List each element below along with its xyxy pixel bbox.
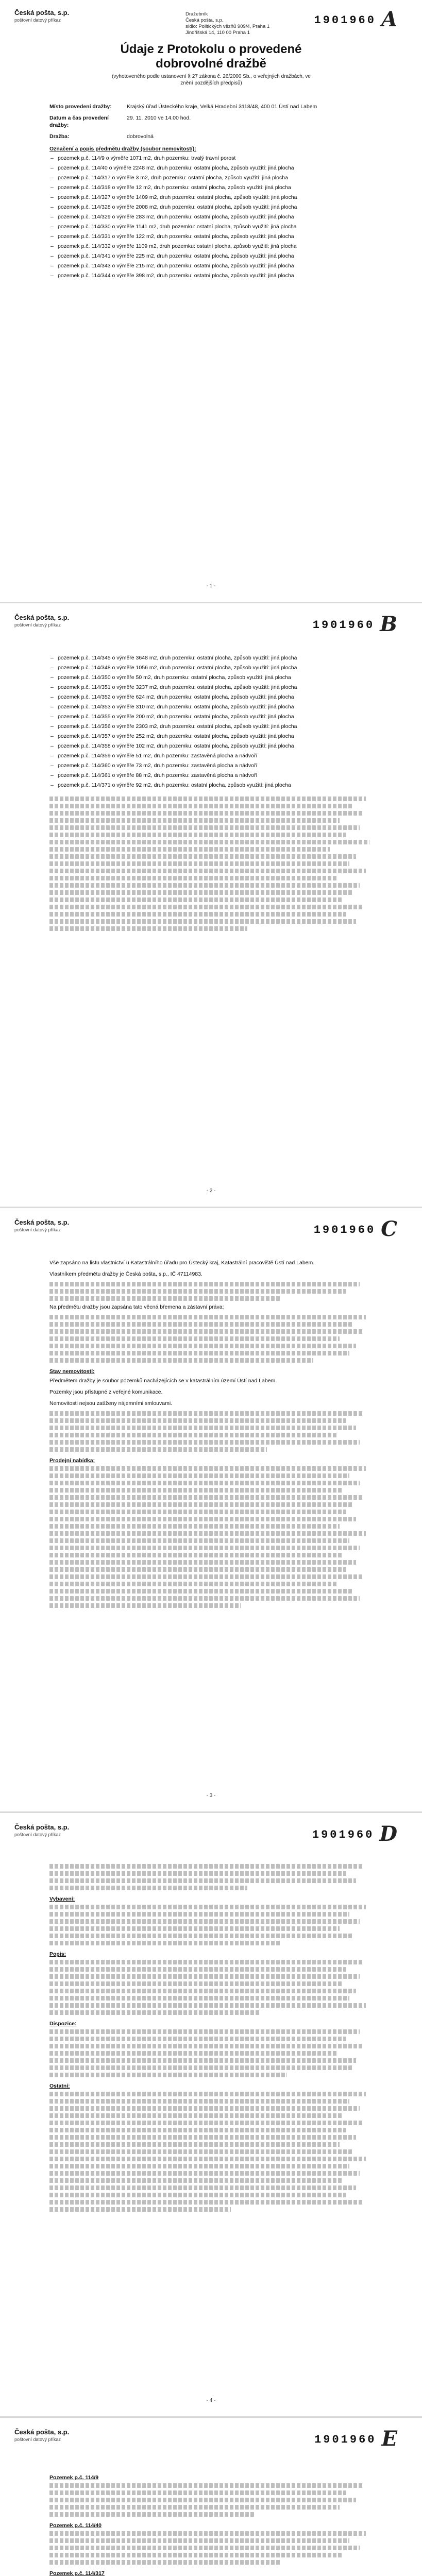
list-item: – pozemek p.č. 114/40 o výměře 2248 m2, druh pozemku: ostatní plocha, způsob využití: jiná plocha: [49, 164, 379, 172]
text-line: [49, 2044, 363, 2048]
text-line: [49, 840, 369, 844]
text-line: [49, 2142, 340, 2147]
text-line: [49, 1886, 247, 1890]
text-line: [49, 1538, 349, 1543]
page-3: [0, 1210, 422, 1807]
text-line: [49, 1603, 241, 1608]
text-line: [49, 2099, 349, 2104]
text-line: [49, 1582, 336, 1586]
text-line: [49, 1510, 346, 1514]
text-line: [49, 854, 356, 859]
text-line: [49, 2505, 340, 2510]
text-line: [49, 1481, 360, 1485]
document-number: 1901960 A: [314, 7, 399, 31]
text-line: [49, 1596, 360, 1601]
page-5-body: [49, 2469, 379, 2576]
text-line: [49, 897, 343, 902]
text-line: [49, 926, 247, 931]
text-line: [49, 2207, 231, 2212]
text-line: [49, 2010, 261, 2015]
list-item: – pozemek p.č. 114/360 o výměře 73 m2, druh pozemku: zastavěná plocha a nádvoří: [49, 762, 379, 769]
list-item: – pozemek p.č. 114/317 o výměře 3 m2, druh pozemku: ostatní plocha, způsob využití: jiná plocha: [49, 174, 379, 181]
list-item: – pozemek p.č. 114/329 o výměře 283 m2, druh pozemku: ostatní plocha, způsob využití: jiná plocha: [49, 213, 379, 221]
text-line: [49, 796, 366, 801]
list-item: – pozemek p.č. 114/351 o výměře 3237 m2, druh pozemku: ostatní plocha, způsob využití: jiná plocha: [49, 684, 379, 691]
field-row: Dražba: dobrovolná: [49, 133, 154, 140]
text-line: [49, 1912, 349, 1917]
page-divider: [0, 1811, 422, 1813]
text-line: [49, 2121, 363, 2125]
list-item: – pozemek p.č. 114/318 o výměře 12 m2, druh pozemku: ostatní plocha, způsob využití: jiná plocha: [49, 184, 379, 191]
text-line: [49, 2512, 254, 2517]
page-4: [0, 1815, 422, 2412]
document-number: 1901960 D: [312, 1822, 399, 1846]
text-line: [49, 1322, 353, 1327]
text-line: [49, 1531, 366, 1536]
page-2-body: [49, 654, 379, 934]
list-item: – pozemek p.č. 114/356 o výměře 2303 m2, druh pozemku: ostatní plocha, způsob využití: jiná plocha: [49, 723, 379, 730]
text-line: [49, 1996, 349, 2001]
text-line: [49, 1919, 360, 1924]
text-line: [49, 1502, 353, 1507]
text-line: [49, 2546, 360, 2550]
text-line: [49, 1411, 363, 1416]
section-heading: Pozemek p.č. 114/317: [49, 2570, 105, 2576]
paragraph: Předmětem dražby je soubor pozemků nacházejících se v katastrálním území Ústí nad Labem.: [49, 1378, 277, 1384]
document-number: 1901960 B: [312, 612, 399, 636]
text-line: [49, 1447, 267, 1452]
text-line: [49, 861, 349, 866]
document-number: 1901960 C: [313, 1217, 399, 1241]
list-item: – pozemek p.č. 114/355 o výměře 200 m2, druh pozemku: ostatní plocha, způsob využití: jiná plocha: [49, 713, 379, 720]
text-line: [49, 2498, 356, 2502]
text-line: [49, 2483, 363, 2488]
page-divider: [0, 2416, 422, 2418]
text-line: [49, 876, 336, 880]
section-heading: Ostatní:: [49, 2083, 70, 2089]
page-divider: [0, 1207, 422, 1208]
list-item: – pozemek p.č. 114/359 o výměře 51 m2, druh pozemku: zastavěná plocha a nádvoří: [49, 752, 379, 759]
page-number: - 1 -: [206, 583, 216, 589]
list-item: – pozemek p.č. 114/353 o výměře 310 m2, druh pozemku: ostatní plocha, způsob využití: jiná plocha: [49, 703, 379, 710]
text-line: [49, 1344, 356, 1348]
page-mark: C: [381, 1217, 399, 1241]
list-item: – pozemek p.č. 114/344 o výměře 398 m2, druh pozemku: ostatní plocha, způsob využití: jiná plocha: [49, 272, 379, 279]
address-block: Dražebník Česká pošta, s.p. sídlo: Politických vězňů 909/4, Praha 1 Jindřišská 14, 110 00 Praha 1: [185, 11, 270, 36]
text-line: [49, 2029, 360, 2034]
text-line: [49, 1289, 346, 1294]
text-line: [49, 1440, 360, 1445]
text-line: [49, 2073, 287, 2077]
page-mark: D: [379, 1822, 399, 1846]
text-line: [49, 1358, 313, 1363]
page-2: [0, 605, 422, 1202]
text-line: [49, 1433, 336, 1437]
paragraph: Vlastníkem předmětu dražby je Česká pošta, s.p., IČ 47114983.: [49, 1271, 202, 1277]
company-logo: Česká pošta, s.p. poštovní datový příkaz: [14, 1218, 70, 1232]
text-line: [49, 1871, 346, 1876]
section-heading: Dispozice:: [49, 2021, 77, 2027]
page-number: - 2 -: [206, 1188, 216, 1194]
text-line: [49, 2200, 363, 2205]
list-item: – pozemek p.č. 114/352 o výměře 624 m2, druh pozemku: ostatní plocha, způsob využití: jiná plocha: [49, 693, 379, 701]
text-line: [49, 1418, 346, 1423]
list-item: – pozemek p.č. 114/345 o výměře 3648 m2, druh pozemku: ostatní plocha, způsob využití: jiná plocha: [49, 654, 379, 662]
section-heading: Pozemek p.č. 114/40: [49, 2522, 102, 2529]
text-line: [49, 2003, 366, 2008]
text-line: [49, 2193, 346, 2197]
section-heading: Stav nemovitostí:: [49, 1368, 95, 1375]
text-line: [49, 2092, 366, 2096]
field-row: Datum a čas provedení dražby: 29. 11. 2010 ve 14.00 hod.: [49, 115, 191, 128]
text-line: [49, 2128, 346, 2132]
document-number: 1901960 E: [314, 2427, 399, 2451]
text-line: [49, 847, 330, 852]
company-logo: Česká pošta, s.p. poštovní datový příkaz: [14, 614, 70, 628]
text-line: [49, 1517, 356, 1521]
page-5: [0, 2419, 422, 2576]
text-line: [49, 2490, 346, 2495]
page-1: [0, 0, 422, 598]
list-item: – pozemek p.č. 114/9 o výměře 1071 m2, druh pozemku: trvalý travní porost: [49, 155, 379, 162]
text-line: [49, 833, 346, 837]
text-line: [49, 883, 360, 888]
section-heading: Vybavení:: [49, 1896, 75, 1902]
list-item: – pozemek p.č. 114/343 o výměře 215 m2, druh pozemku: ostatní plocha, způsob využití: jiná plocha: [49, 262, 379, 269]
list-item: – pozemek p.č. 114/327 o výměře 1409 m2, druh pozemku: ostatní plocha, způsob využití: jiná plocha: [49, 194, 379, 201]
list-item: – pozemek p.č. 114/348 o výměře 1056 m2, druh pozemku: ostatní plocha, způsob využití: jiná plocha: [49, 664, 379, 671]
text-line: [49, 2113, 343, 2118]
text-line: [49, 1315, 366, 1319]
list-item: – pozemek p.č. 114/358 o výměře 102 m2, druh pozemku: ostatní plocha, způsob využití: jiná plocha: [49, 742, 379, 750]
text-line: [49, 1974, 360, 1979]
list-item: – pozemek p.č. 114/332 o výměře 1109 m2, druh pozemku: ostatní plocha, způsob využití: jiná plocha: [49, 243, 379, 250]
text-line: [49, 2058, 356, 2063]
text-line: [49, 1336, 340, 1341]
text-line: [49, 1466, 366, 1471]
text-line: [49, 2560, 280, 2565]
text-line: [49, 1553, 343, 1557]
section-heading: Popis:: [49, 1951, 66, 1957]
page-3-body: [49, 1259, 379, 1611]
text-line: [49, 2051, 336, 2056]
text-line: [49, 1560, 356, 1565]
text-line: [49, 905, 363, 909]
page-4-body: [49, 1864, 379, 2214]
page-number: - 3 -: [206, 1793, 216, 1799]
paragraph: Vše zapsáno na listu vlastnictví u Katastrálního úřadu pro Ústecký kraj, Katastrální pracoviště Ústí nad Labem.: [49, 1260, 315, 1266]
paragraph: Pozemky jsou přístupné z veřejné komunikace.: [49, 1389, 163, 1395]
section-heading: Pozemek p.č. 114/9: [49, 2475, 99, 2481]
text-line: [49, 2171, 360, 2176]
list-item: – pozemek p.č. 114/341 o výměře 225 m2, druh pozemku: ostatní plocha, způsob využití: jiná plocha: [49, 252, 379, 260]
text-line: [49, 1864, 363, 1869]
page-1-body: [49, 103, 379, 282]
text-line: [49, 912, 346, 917]
text-line: [49, 1967, 346, 1972]
text-line: [49, 1329, 363, 1334]
text-line: [49, 869, 366, 873]
field-row: Místo provedení dražby: Krajský úřad Ústeckého kraje, Velká Hradební 3118/48, 400 01 Ústí nad Labem: [49, 104, 317, 110]
text-line: [49, 1589, 353, 1594]
text-line: [49, 2106, 360, 2111]
text-line: [49, 919, 356, 924]
section-heading: Označení a popis předmětu dražby (soubor nemovitostí):: [49, 146, 196, 152]
text-line: [49, 1981, 343, 1986]
page-number: - 4 -: [206, 2398, 216, 2403]
list-item: – pozemek p.č. 114/371 o výměře 92 m2, druh pozemku: ostatní plocha, způsob využití: jiná plocha: [49, 782, 379, 789]
list-item: – pozemek p.č. 114/328 o výměře 2008 m2, druh pozemku: ostatní plocha, způsob využití: jiná plocha: [49, 204, 379, 211]
text-line: [49, 1473, 349, 1478]
text-line: [49, 1905, 366, 1909]
company-logo: Česká pošta, s.p. poštovní datový příkaz: [14, 2428, 70, 2442]
text-line: [49, 1567, 346, 1572]
company-logo: Česká pošta, s.p. poštovní datový příkaz: [14, 9, 70, 23]
list-item: – pozemek p.č. 114/331 o výměře 122 m2, druh pozemku: ostatní plocha, způsob využití: jiná plocha: [49, 233, 379, 240]
text-line: [49, 825, 360, 830]
section-heading: Prodejní nabídka:: [49, 1458, 95, 1464]
text-line: [49, 2538, 349, 2543]
document-subtitle: (vyhotoveného podle ustanovení § 27 zákona č. 26/2000 Sb., o veřejných dražbách, ve znění pozdějších předpisů): [112, 74, 311, 86]
text-line: [49, 2553, 343, 2557]
paragraph: Nemovitosti nejsou zatíženy nájemními smlouvami.: [49, 1400, 173, 1406]
text-line: [49, 1934, 353, 1938]
text-line: [49, 2135, 356, 2140]
text-line: [49, 1426, 356, 1430]
list-item: – pozemek p.č. 114/350 o výměře 50 m2, druh pozemku: ostatní plocha, způsob využití: jiná plocha: [49, 674, 379, 681]
text-line: [49, 1524, 340, 1529]
paragraph: Na předmětu dražby jsou zapsána tato věcná břemena a zástavní práva:: [49, 1304, 224, 1310]
text-line: [49, 2178, 343, 2183]
list-item: – pozemek p.č. 114/357 o výměře 252 m2, druh pozemku: ostatní plocha, způsob využití: jiná plocha: [49, 733, 379, 740]
page-mark: B: [380, 612, 399, 636]
page-mark: A: [381, 7, 399, 31]
document-title: Údaje z Protokolu o provedené dobrovolné dražbě: [120, 42, 302, 71]
text-line: [49, 1941, 280, 1945]
text-line: [49, 2037, 346, 2041]
text-line: [49, 811, 363, 816]
text-line: [49, 2185, 356, 2190]
text-line: [49, 1960, 363, 1964]
list-item: – pozemek p.č. 114/361 o výměře 88 m2, druh pozemku: zastavěná plocha a nádvoří: [49, 772, 379, 779]
text-line: [49, 2164, 349, 2168]
text-line: [49, 1878, 356, 1883]
text-line: [49, 2065, 353, 2070]
text-line: [49, 1546, 360, 1550]
text-line: [49, 1574, 363, 1579]
text-line: [49, 2531, 366, 2536]
text-line: [49, 1488, 343, 1493]
page-divider: [0, 602, 422, 603]
list-item: – pozemek p.č. 114/330 o výměře 1141 m2, druh pozemku: ostatní plocha, způsob využití: jiná plocha: [49, 223, 379, 230]
text-line: [49, 1495, 363, 1500]
company-logo: Česká pošta, s.p. poštovní datový příkaz: [14, 1823, 70, 1837]
text-line: [49, 1351, 349, 1355]
page-mark: E: [381, 2427, 399, 2451]
text-line: [49, 2149, 353, 2154]
text-line: [49, 818, 340, 823]
text-line: [49, 1989, 356, 1993]
text-line: [49, 1926, 340, 1931]
text-line: [49, 1282, 360, 1286]
text-line: [49, 804, 353, 808]
text-line: [49, 2157, 366, 2161]
text-line: [49, 890, 353, 895]
text-line: [49, 1296, 280, 1301]
